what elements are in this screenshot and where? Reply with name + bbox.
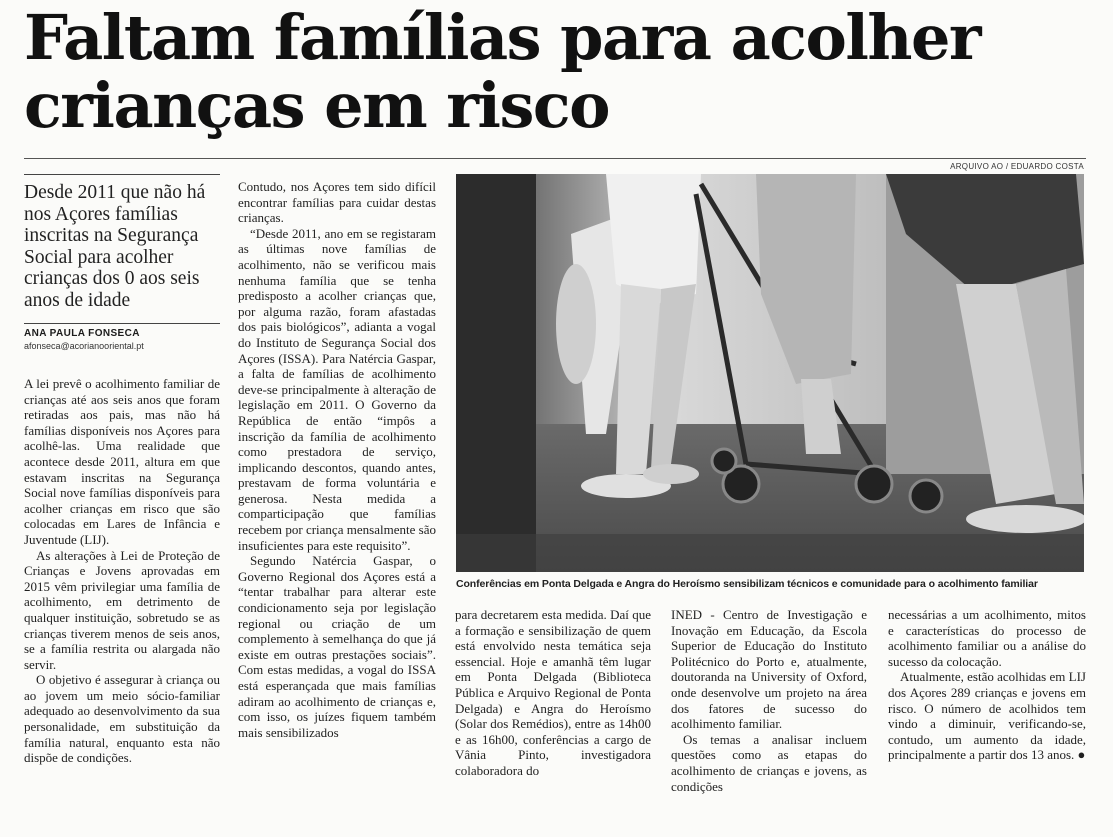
author-email[interactable]: afonseca@acorianooriental.pt <box>24 341 144 351</box>
photo-caption: Conferências em Ponta Delgada e Angra do Heroísmo sensibilizam técnicos e comunidade para o acolhimento familiar <box>456 578 1038 590</box>
paragraph: Atualmente, estão acolhidas em LIJ dos Açores 289 crianças e jovens em risco. O número de acolhidos tem vindo a diminuir, verificando-se, contudo, um aumento da idade, principalmente a partir dos 13 anos. ● <box>888 669 1086 763</box>
photo-illustration <box>456 174 1084 572</box>
article-column-1 <box>24 376 220 766</box>
paragraph: necessárias a um acolhimento, mitos e características do processo de acolhimento familiar ou a análise do sucesso da colocação. <box>888 607 1086 669</box>
lead-top-rule <box>24 174 220 175</box>
lead-paragraph: Desde 2011 que não há nos Açores famílias inscritas na Segurança Social para acolher crianças dos 0 aos seis anos de idade <box>24 182 206 311</box>
paragraph: O objetivo é assegurar à criança ou ao jovem um meio sócio-familiar adequado ao desenvolvimento da sua personalidade, em substituição da família natural, enquanto esta não dispõe de condições. <box>24 672 220 766</box>
paragraph: As alterações à Lei de Proteção de Crianças e Jovens aprovadas em 2015 vêm privilegiar uma família de acolhimento, em detrimento de qualquer instituição, sobretudo se as crianças tiverem menos de seis anos, se a família restrita ou alargada não servir. <box>24 547 220 672</box>
article-column-2 <box>238 179 436 740</box>
byline-rule <box>24 323 220 324</box>
photo-credit: ARQUIVO AO / EDUARDO COSTA <box>950 162 1084 171</box>
article-column-3 <box>455 607 651 779</box>
article-photo <box>456 174 1084 572</box>
article-column-5 <box>888 607 1086 763</box>
paragraph: para decretarem esta medida. Daí que a formação e sensibilização de quem está envolvido nesta temática seja essencial. Hoje e amanhã têm lugar em Ponta Delgada (Biblioteca Pública e Arquivo Regional de Ponta Delgada) e Angra do Heroísmo (Solar dos Remédios), entre as 14h00 e as 16h00, conferências a cargo de Vânia Pinto, investigadora colaboradora do <box>455 607 651 778</box>
paragraph: Os temas a analisar incluem questões como as etapas do acolhimento de crianças e jovens, as condições <box>671 731 867 794</box>
author-byline: ANA PAULA FONSECA <box>24 328 140 339</box>
paragraph: Contudo, nos Açores tem sido difícil encontrar famílias para cuidar destas crianças. <box>238 179 436 226</box>
headline-rule <box>24 158 1086 159</box>
headline: Faltam famílias para acolher crianças em risco <box>24 1 981 142</box>
article-column-4 <box>671 607 867 794</box>
paragraph: INED - Centro de Investigação e Inovação em Educação, da Escola Superior de Educação do Instituto Politécnico do Porto e, atualmente, doutoranda na University of Oxford, onde desenvolve um projeto na área dos fatores de sucesso do acolhimento familiar. <box>671 607 867 732</box>
paragraph: A lei prevê o acolhimento familiar de crianças até aos seis anos que foram retiradas aos pais, mas não há famílias disponíveis nos Açores para acolhê-las. Uma realidade que acontece desde 2011, altura em que estavam inscritas na Segurança Social nove famílias disponíveis para acolher crianças em risco que são colocadas em Lares de Infância e Juventude (LIJ). <box>24 376 220 547</box>
paragraph: Segundo Natércia Gaspar, o Governo Regional dos Açores está a “tentar trabalhar para alterar este condicionamento seja por legislação regional ou criação de um complemento à semelhança do que já existe em outras prestações sociais”. Com estas medidas, a vogal do ISSA está esperançada que mais famílias adiram ao acolhimento de crianças e, com isso, os juízes fiquem também mais sensibilizados <box>238 553 436 740</box>
paragraph: “Desde 2011, ano em se registaram as últimas nove famílias de acolhimento, não se verificou mais nenhuma família que se tenha predisposto a acolher crianças que, por alguma razão, foram afastadas dos pais biológicos”, adianta a vogal do Instituto de Segurança Social dos Açores (ISSA). Para Natércia Gaspar, a falta de famílias de acolhimento deve-se principalmente à alteração de legislação em 2011. O Governo da República de então “impôs a inscrição da família de acolhimento como prestadora de serviço, implicando descontos, quando antes, prestavam de forma voluntária e generosa. Nesta medida a comparticipação que famílias recebem por criança mensalmente são insuficientes para este requisito”. <box>238 225 436 553</box>
